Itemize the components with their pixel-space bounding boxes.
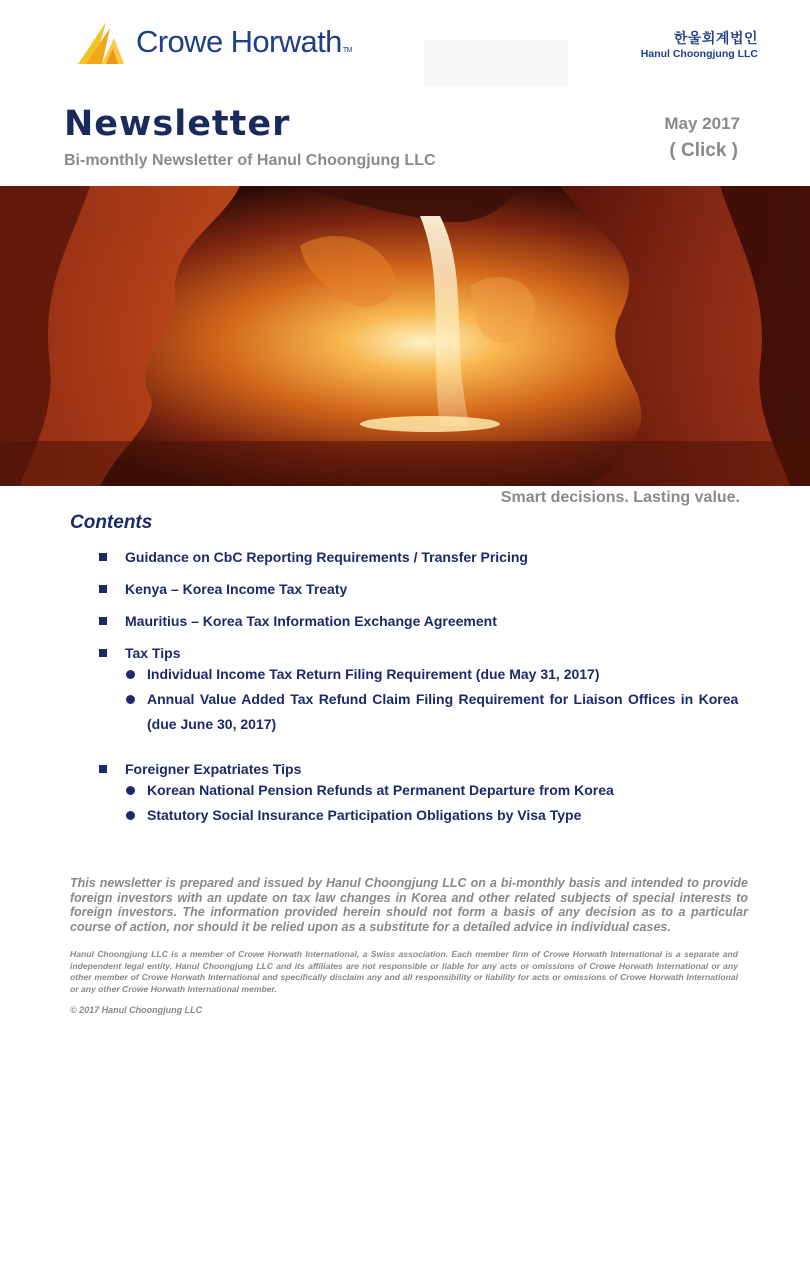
tagline: Smart decisions. Lasting value. — [500, 489, 740, 506]
toc-link-vat-refund[interactable]: Annual Value Added Tax Refund Claim Filing Requirement for Liaison Offices in Korea — [147, 691, 739, 707]
toc-item-expat-tips[interactable] — [99, 761, 301, 777]
toc-link-income-tax[interactable]: Individual Income Tax Return Filing Requirement (due May 31, 2017) — [147, 666, 600, 682]
page-title: Newsletter — [64, 104, 291, 144]
square-bullet-icon — [99, 553, 107, 561]
korean-firm-name: 한울회계법인 — [673, 30, 758, 46]
toc-subitem-vat-refund-due[interactable] — [147, 716, 276, 732]
brand-name: Crowe HorwathTM — [136, 24, 352, 59]
page-subtitle: Bi-monthly Newsletter of Hanul Choongjung LLC — [64, 152, 436, 169]
toc-item-tax-tips[interactable] — [99, 645, 181, 661]
toc-item-cbc[interactable] — [99, 549, 528, 565]
toc-link-cbc[interactable]: Guidance on CbC Reporting Requirements / Transfer Pricing — [125, 549, 528, 565]
toc-item-mauritius[interactable] — [99, 613, 497, 629]
toc-subitem-social-insurance[interactable] — [126, 807, 581, 823]
crowe-horwath-logo[interactable] — [76, 18, 366, 68]
crowe-horwath-logo-icon — [76, 18, 128, 66]
issue-date: May 2017 — [664, 114, 740, 133]
toc-link-expat-tips[interactable]: Foreigner Expatriates Tips — [125, 761, 302, 777]
hero-image — [0, 186, 810, 486]
square-bullet-icon — [99, 585, 107, 593]
toc-link-pension[interactable]: Korean National Pension Refunds at Permanent Departure from Korea — [147, 782, 614, 798]
round-bullet-icon — [126, 786, 135, 795]
click-link[interactable]: ( Click ) — [669, 140, 738, 161]
toc-subitem-vat-refund[interactable] — [126, 691, 738, 707]
toc-link-social-insurance[interactable]: Statutory Social Insurance Participation Obligations by Visa Type — [147, 807, 582, 823]
toc-subitem-income-tax[interactable] — [126, 666, 600, 682]
korean-firm-sub: Hanul Choongjung LLC — [640, 48, 758, 60]
round-bullet-icon — [126, 811, 135, 820]
square-bullet-icon — [99, 649, 107, 657]
toc-link-vat-refund-due[interactable]: (due June 30, 2017) — [147, 716, 277, 732]
square-bullet-icon — [99, 765, 107, 773]
korean-brand — [641, 28, 758, 60]
toc-link-kenya[interactable]: Kenya – Korea Income Tax Treaty — [125, 581, 348, 597]
round-bullet-icon — [126, 695, 135, 704]
disclaimer-text: This newsletter is prepared and issued by Hanul Choongjung LLC on a bi-monthly basis and intended to provide foreign investors with an update on tax law changes in Korea and other related subjects of special interests to foreign investors. The information provided herein should not form a basis of any decision as to a particular course of action, nor should it be relied upon as a substitute for a detailed advice in individual cases. — [70, 876, 748, 934]
copyright-text: © 2017 Hanul Choongjung LLC — [70, 1005, 203, 1015]
header-placeholder-box — [424, 40, 568, 86]
toc-link-tax-tips[interactable]: Tax Tips — [125, 645, 181, 661]
square-bullet-icon — [99, 617, 107, 625]
toc-item-kenya[interactable] — [99, 581, 347, 597]
toc-subitem-pension[interactable] — [126, 782, 614, 798]
contents-heading: Contents — [70, 512, 153, 533]
canyon-image — [0, 186, 810, 486]
member-note-text: Hanul Choongjung LLC is a member of Crowe Horwath International, a Swiss association. Each member firm of Crowe Horwath International is a separate and independent legal entity. Hanul Choongjung LLC and its affiliates are not responsible or liable for any acts or omissions of Crowe Horwath International or any other member of Crowe Horwath International and specifically disclaim any and all responsibility or liability for acts or omissions of Crowe Horwath International or any other Crowe Horwath International member. — [70, 949, 738, 994]
round-bullet-icon — [126, 670, 135, 679]
toc-link-mauritius[interactable]: Mauritius – Korea Tax Information Exchange Agreement — [125, 613, 497, 629]
